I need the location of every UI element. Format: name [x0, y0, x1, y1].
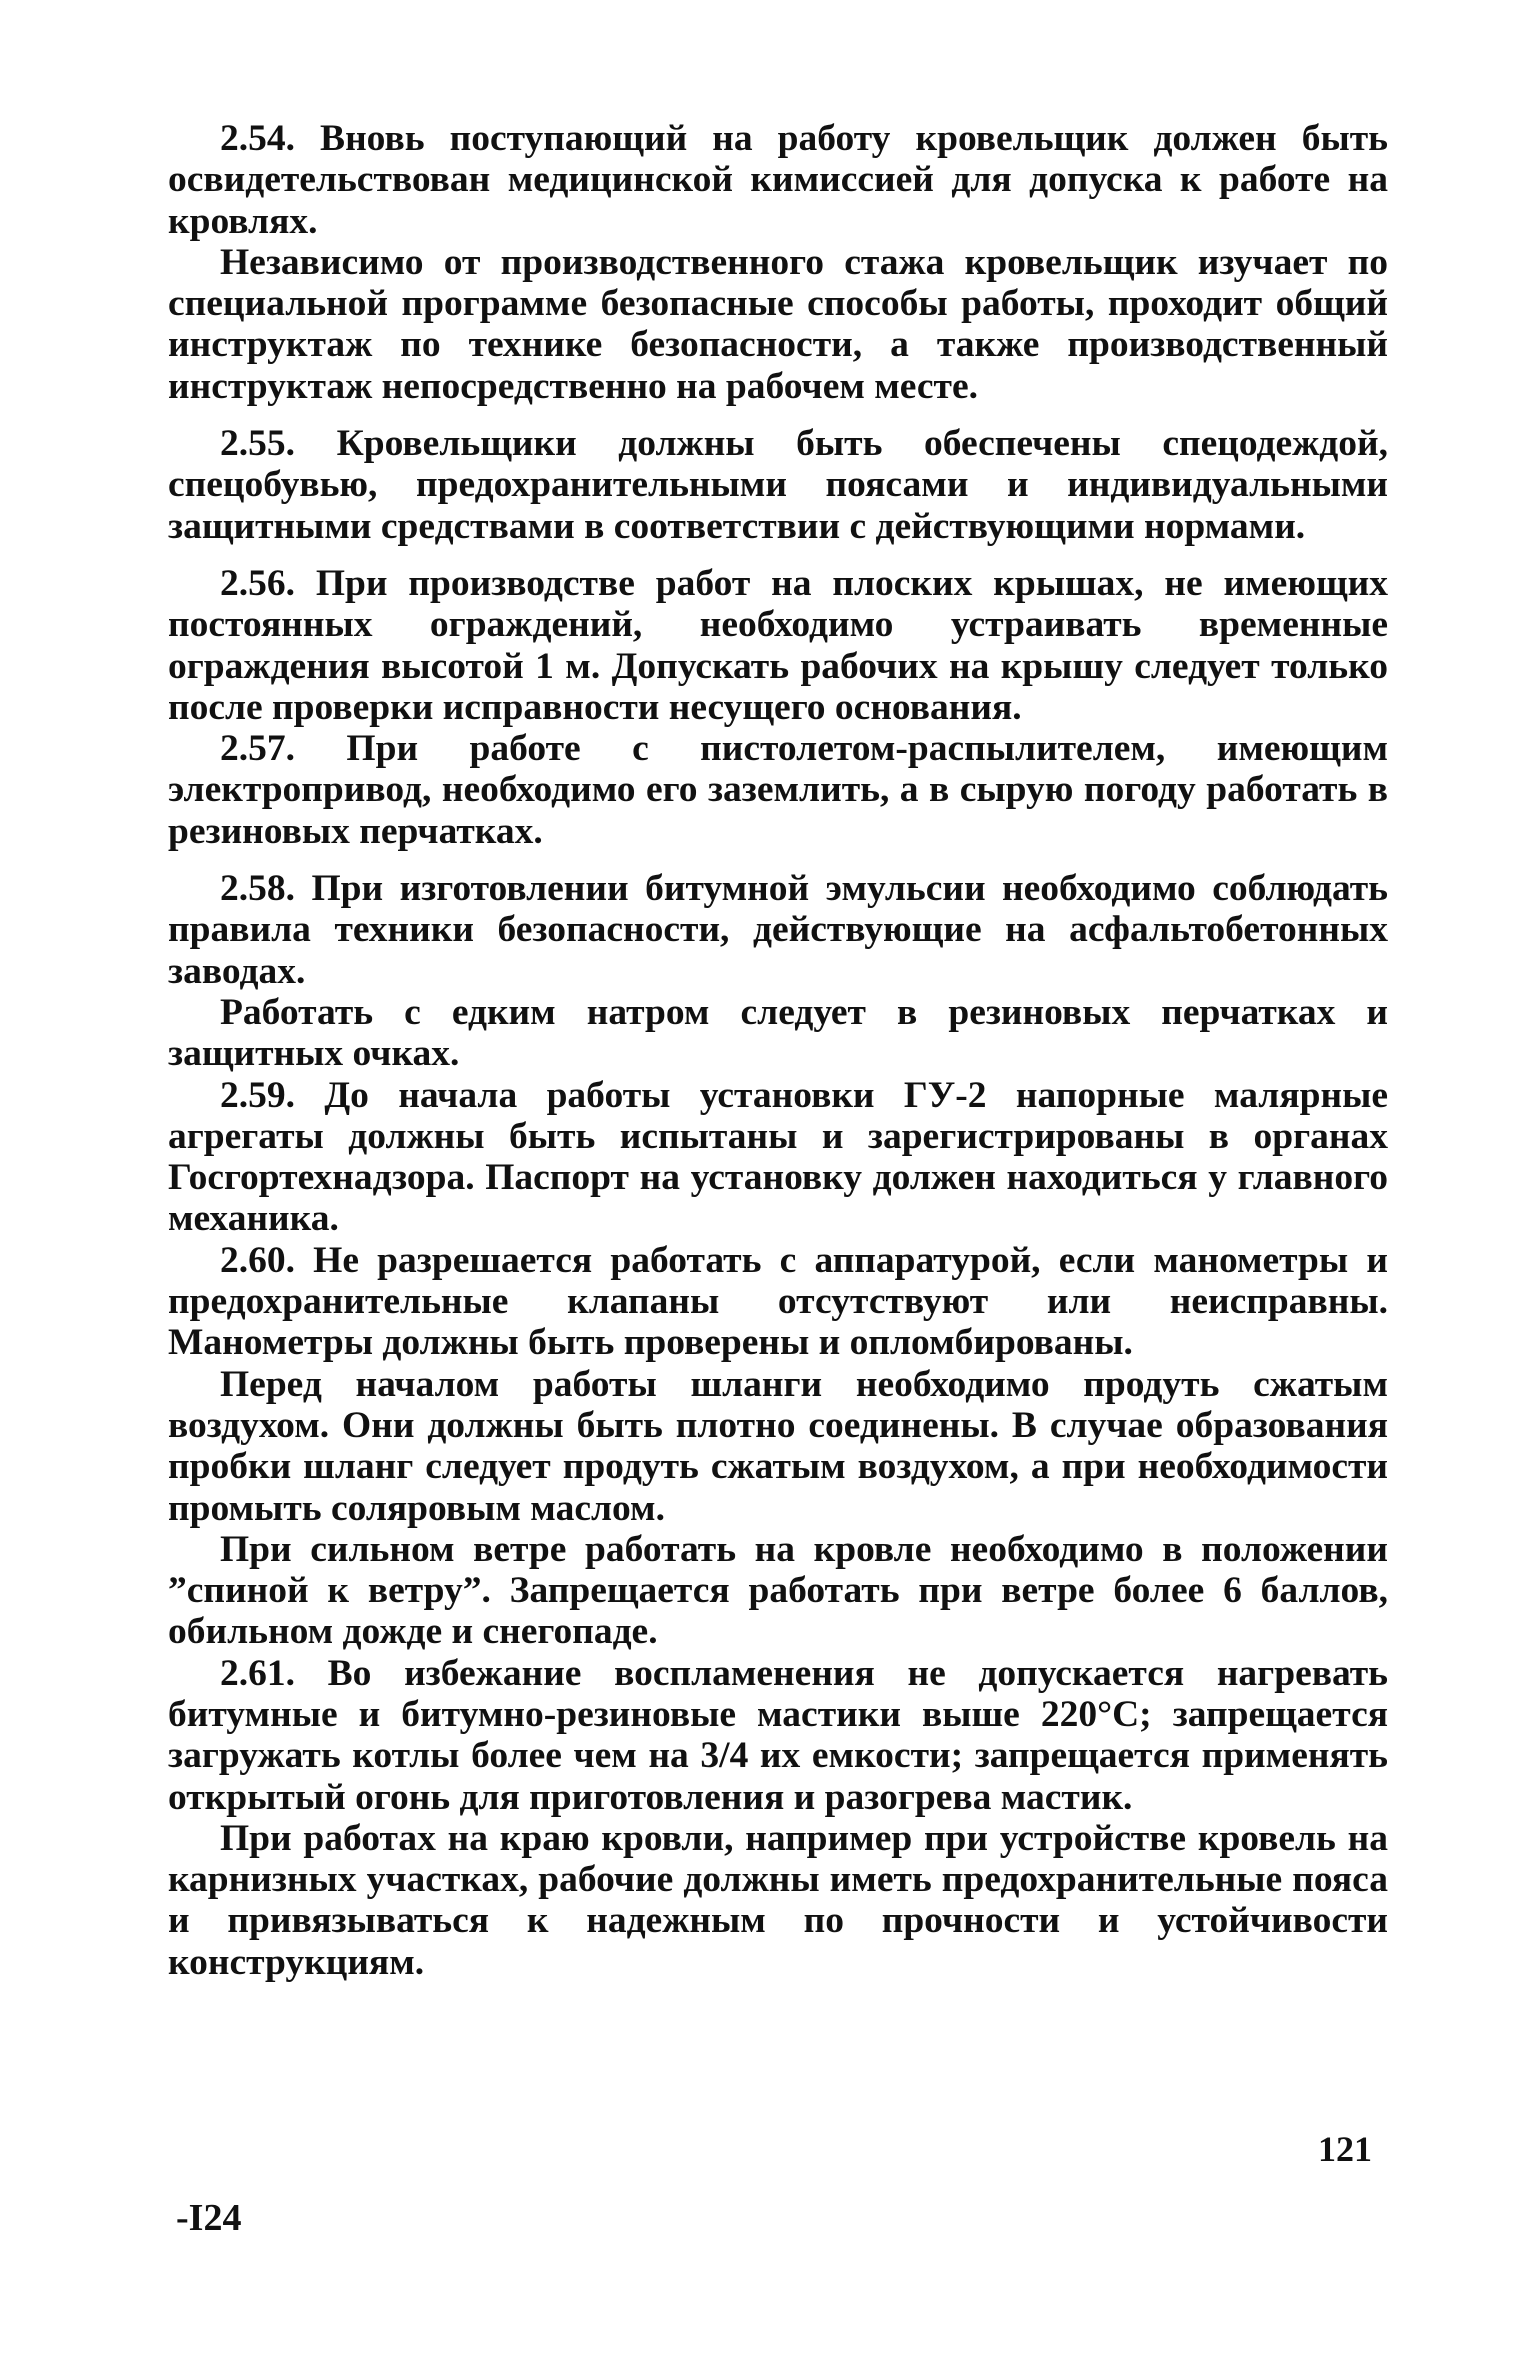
paragraph-2-60: 2.60. Не разрешается работать с аппаратурой, если манометры и предохранительные клапаны отсутствуют или неисправны. Манометры должны быть проверены и опломбированы. [168, 1239, 1388, 1364]
paragraph-2-58-continued: Работать с едким натром следует в резиновых перчатках и защитных очках. [168, 991, 1388, 1075]
folio-mark: -I24 [176, 2197, 242, 2239]
paragraph-2-57: 2.57. При работе с пистолетом-распылителем, имеющим электропривод, необходимо его заземлить, а в сырую погоду работать в резиновых перчатках. [168, 728, 1388, 852]
paragraph-2-56: 2.56. При производстве работ на плоских крышах, не имеющих постоянных ограждений, необходимо устраивать временные ограждения высотой 1 м. Допускать рабочих на крышу следует только после проверки исправности несущего основания. [168, 562, 1388, 728]
paragraph-2-60-wind: При сильном ветре работать на кровле необходимо в положении ”спиной к ветру”. Запрещается работать при ветре более 6 баллов, обильном дожде и снегопаде. [168, 1528, 1388, 1653]
paragraph-2-60-hoses: Перед началом работы шланги необходимо продуть сжатым воздухом. Они должны быть плотно соединены. В случае образования пробки шланг следует продуть сжатым воздухом, а при необходимости промыть соляровым маслом. [168, 1363, 1388, 1529]
paragraph-2-55: 2.55. Кровельщики должны быть обеспечены спецодеждой, спецобувью, предохранительными поясами и индивидуальными защитными средствами в соответствии с действующими нормами. [168, 423, 1388, 547]
paragraph-2-54-continued: Независимо от производственного стажа кровельщик изучает по специальной программе безопасные способы работы, проходит общий инструктаж по технике безопасности, а также производственный инструктаж непосредственно на рабочем месте. [168, 241, 1388, 407]
paragraph-2-61: 2.61. Во избежание воспламенения не допускается нагревать битумные и битумно-резиновые мастики выше 220°С; запрещается загружать котлы более чем на 3/4 их емкости; запрещается применять открытый огонь для приготовления и разогрева мастик. [168, 1652, 1388, 1818]
paragraph-2-61-edge: При работах на краю кровли, например при устройстве кровель на карнизных участках, рабочие должны иметь предохранительные пояса и привязываться к надежным по прочности и устойчивости конструкциям. [168, 1817, 1388, 1983]
paragraph-2-59: 2.59. До начала работы установки ГУ-2 напорные малярные агрегаты должны быть испытаны и зарегистрированы в органах Госгортехнадзора. Паспорт на установку должен находиться у главного механика. [168, 1074, 1388, 1240]
body-text [168, 118, 1388, 1983]
paragraph-2-54: 2.54. Вновь поступающий на работу кровельщик должен быть освидетельствован медицинской кимиссией для допуска к работе на кровлях. [168, 118, 1388, 242]
page-number: 121 [1318, 2129, 1372, 2169]
paragraph-2-58: 2.58. При изготовлении битумной эмульсии необходимо соблюдать правила техники безопасности, действующие на асфальтобетонных заводах. [168, 868, 1388, 992]
